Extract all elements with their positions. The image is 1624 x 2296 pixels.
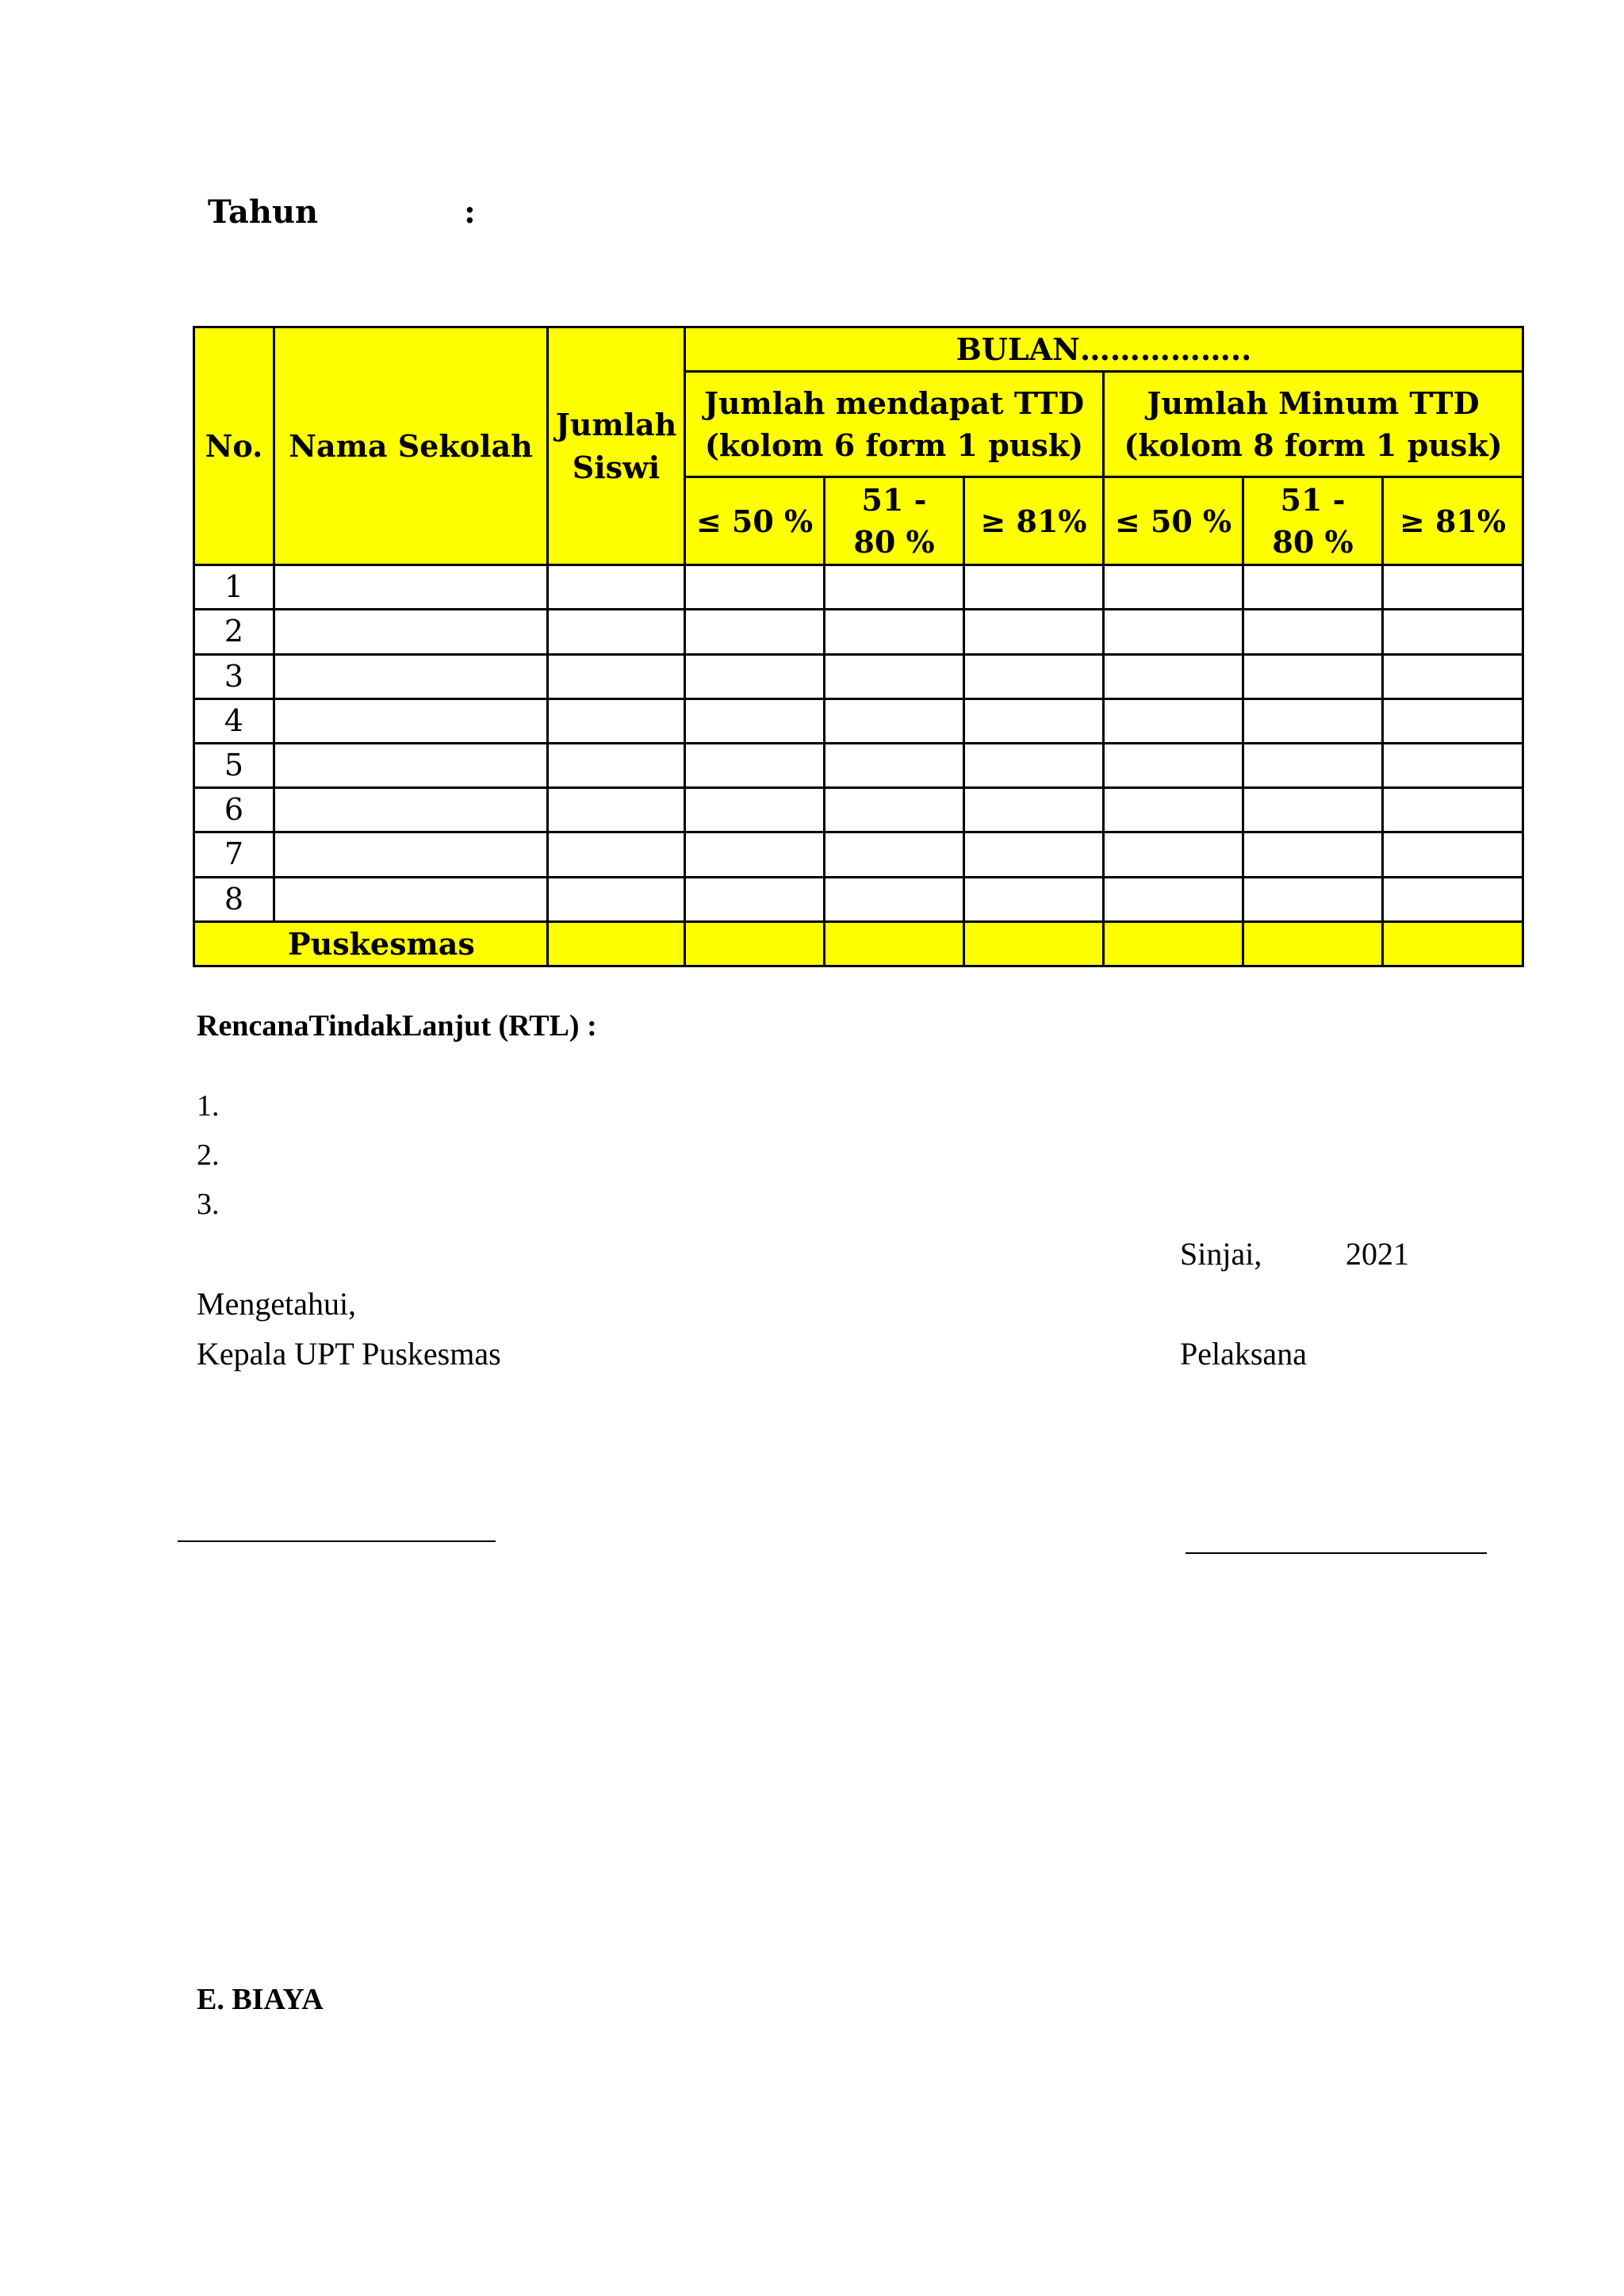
- data-cell[interactable]: [1243, 788, 1383, 832]
- data-cell[interactable]: [964, 565, 1104, 610]
- data-cell[interactable]: [1383, 743, 1523, 787]
- total-cell[interactable]: [1383, 921, 1523, 966]
- total-cell[interactable]: [548, 921, 685, 966]
- row-number: 2: [194, 610, 274, 654]
- table-row: [194, 832, 1523, 877]
- row-number: 8: [194, 877, 274, 921]
- nama-sekolah-cell[interactable]: [274, 743, 548, 787]
- data-cell[interactable]: [1104, 698, 1243, 743]
- data-cell[interactable]: [685, 788, 825, 832]
- group-header-mendapat-ttd: Jumlah mendapat TTD (kolom 6 form 1 pusk): [685, 372, 1104, 477]
- jumlah-siswi-cell[interactable]: [548, 743, 685, 787]
- data-cell[interactable]: [964, 698, 1104, 743]
- data-cell[interactable]: [825, 698, 964, 743]
- group-header-minum-ttd: Jumlah Minum TTD (kolom 8 form 1 pusk): [1104, 372, 1523, 477]
- data-cell[interactable]: [685, 832, 825, 877]
- jumlah-siswi-cell[interactable]: [548, 565, 685, 610]
- data-cell[interactable]: [1104, 610, 1243, 654]
- data-cell[interactable]: [685, 610, 825, 654]
- sub-header-le50: ≤ 50 %: [1104, 477, 1243, 565]
- rtl-item-2: 2.: [197, 1138, 220, 1172]
- tahun-colon: :: [464, 193, 476, 231]
- nama-sekolah-cell[interactable]: [274, 610, 548, 654]
- data-cell[interactable]: [1383, 654, 1523, 698]
- table-row: [194, 654, 1523, 698]
- rtl-item-1: 1.: [197, 1089, 220, 1123]
- data-cell[interactable]: [964, 877, 1104, 921]
- data-cell[interactable]: [825, 610, 964, 654]
- section-e-title: E. BIAYA: [197, 1983, 324, 2016]
- jumlah-siswi-cell[interactable]: [548, 654, 685, 698]
- data-cell[interactable]: [1243, 877, 1383, 921]
- table-row: [194, 565, 1523, 610]
- data-cell[interactable]: [964, 610, 1104, 654]
- data-cell[interactable]: [1383, 565, 1523, 610]
- total-cell[interactable]: [685, 921, 825, 966]
- data-cell[interactable]: [825, 565, 964, 610]
- sub-header-51-80: 51 - 80 %: [825, 477, 964, 565]
- data-cell[interactable]: [1243, 610, 1383, 654]
- col-header-jumlah-siswi: Jumlah Siswi: [548, 327, 685, 565]
- data-cell[interactable]: [1383, 877, 1523, 921]
- col-header-no: No.: [194, 327, 274, 565]
- row-number: 4: [194, 698, 274, 743]
- nama-sekolah-cell[interactable]: [274, 832, 548, 877]
- data-cell[interactable]: [825, 654, 964, 698]
- sub-header-51-80: 51 - 80 %: [1243, 477, 1383, 565]
- table-row: [194, 610, 1523, 654]
- jumlah-siswi-cell[interactable]: [548, 610, 685, 654]
- data-cell[interactable]: [825, 788, 964, 832]
- data-cell[interactable]: [1104, 565, 1243, 610]
- total-row-label: Puskesmas: [194, 921, 548, 966]
- data-cell[interactable]: [825, 743, 964, 787]
- jumlah-siswi-cell[interactable]: [548, 877, 685, 921]
- data-cell[interactable]: [685, 698, 825, 743]
- table-row: [194, 877, 1523, 921]
- sub-header-le50: ≤ 50 %: [685, 477, 825, 565]
- jumlah-siswi-cell[interactable]: [548, 698, 685, 743]
- row-number: 6: [194, 788, 274, 832]
- pelaksana-label: Pelaksana: [1180, 1336, 1307, 1372]
- data-cell[interactable]: [1104, 654, 1243, 698]
- data-cell[interactable]: [1104, 743, 1243, 787]
- row-number: 7: [194, 832, 274, 877]
- total-cell[interactable]: [1104, 921, 1243, 966]
- total-row: [194, 921, 1523, 966]
- nama-sekolah-cell[interactable]: [274, 654, 548, 698]
- table-row: [194, 743, 1523, 787]
- tahun-label: Tahun: [208, 193, 319, 231]
- data-cell[interactable]: [685, 654, 825, 698]
- total-cell[interactable]: [964, 921, 1104, 966]
- nama-sekolah-cell[interactable]: [274, 565, 548, 610]
- nama-sekolah-cell[interactable]: [274, 698, 548, 743]
- row-number: 3: [194, 654, 274, 698]
- data-cell[interactable]: [1243, 743, 1383, 787]
- data-cell[interactable]: [825, 832, 964, 877]
- data-cell[interactable]: [964, 788, 1104, 832]
- data-cell[interactable]: [964, 832, 1104, 877]
- signature-year: 2021: [1346, 1236, 1409, 1272]
- col-header-nama-sekolah: Nama Sekolah: [274, 327, 548, 565]
- rtl-item-3: 3.: [197, 1188, 220, 1221]
- data-cell[interactable]: [964, 743, 1104, 787]
- data-cell[interactable]: [1243, 654, 1383, 698]
- signature-line-pelaksana: [1185, 1552, 1487, 1554]
- data-cell[interactable]: [1383, 610, 1523, 654]
- data-cell[interactable]: [825, 877, 964, 921]
- sub-header-ge81: ≥ 81%: [1383, 477, 1523, 565]
- kepala-label: Kepala UPT Puskesmas: [197, 1336, 501, 1372]
- data-cell[interactable]: [1104, 832, 1243, 877]
- data-cell[interactable]: [1243, 698, 1383, 743]
- data-cell[interactable]: [685, 877, 825, 921]
- signature-place: Sinjai,: [1180, 1236, 1262, 1272]
- row-number: 5: [194, 743, 274, 787]
- ttd-table: [193, 326, 1524, 967]
- data-cell[interactable]: [1383, 698, 1523, 743]
- signature-line-kepala: [178, 1540, 496, 1542]
- data-cell[interactable]: [1383, 832, 1523, 877]
- jumlah-siswi-cell[interactable]: [548, 832, 685, 877]
- col-header-bulan: BULAN……………..: [685, 327, 1523, 372]
- data-cell[interactable]: [1104, 788, 1243, 832]
- data-cell[interactable]: [964, 654, 1104, 698]
- data-cell[interactable]: [1104, 877, 1243, 921]
- data-cell[interactable]: [685, 743, 825, 787]
- nama-sekolah-cell[interactable]: [274, 788, 548, 832]
- rtl-title: RencanaTindakLanjut (RTL) :: [197, 1009, 597, 1043]
- data-cell[interactable]: [685, 565, 825, 610]
- sub-header-ge81: ≥ 81%: [964, 477, 1104, 565]
- total-cell[interactable]: [1243, 921, 1383, 966]
- nama-sekolah-cell[interactable]: [274, 877, 548, 921]
- data-cell[interactable]: [1243, 565, 1383, 610]
- data-cell[interactable]: [1243, 832, 1383, 877]
- mengetahui-label: Mengetahui,: [197, 1286, 357, 1322]
- table-row: [194, 788, 1523, 832]
- row-number: 1: [194, 565, 274, 610]
- jumlah-siswi-cell[interactable]: [548, 788, 685, 832]
- table-row: [194, 698, 1523, 743]
- total-cell[interactable]: [825, 921, 964, 966]
- data-cell[interactable]: [1383, 788, 1523, 832]
